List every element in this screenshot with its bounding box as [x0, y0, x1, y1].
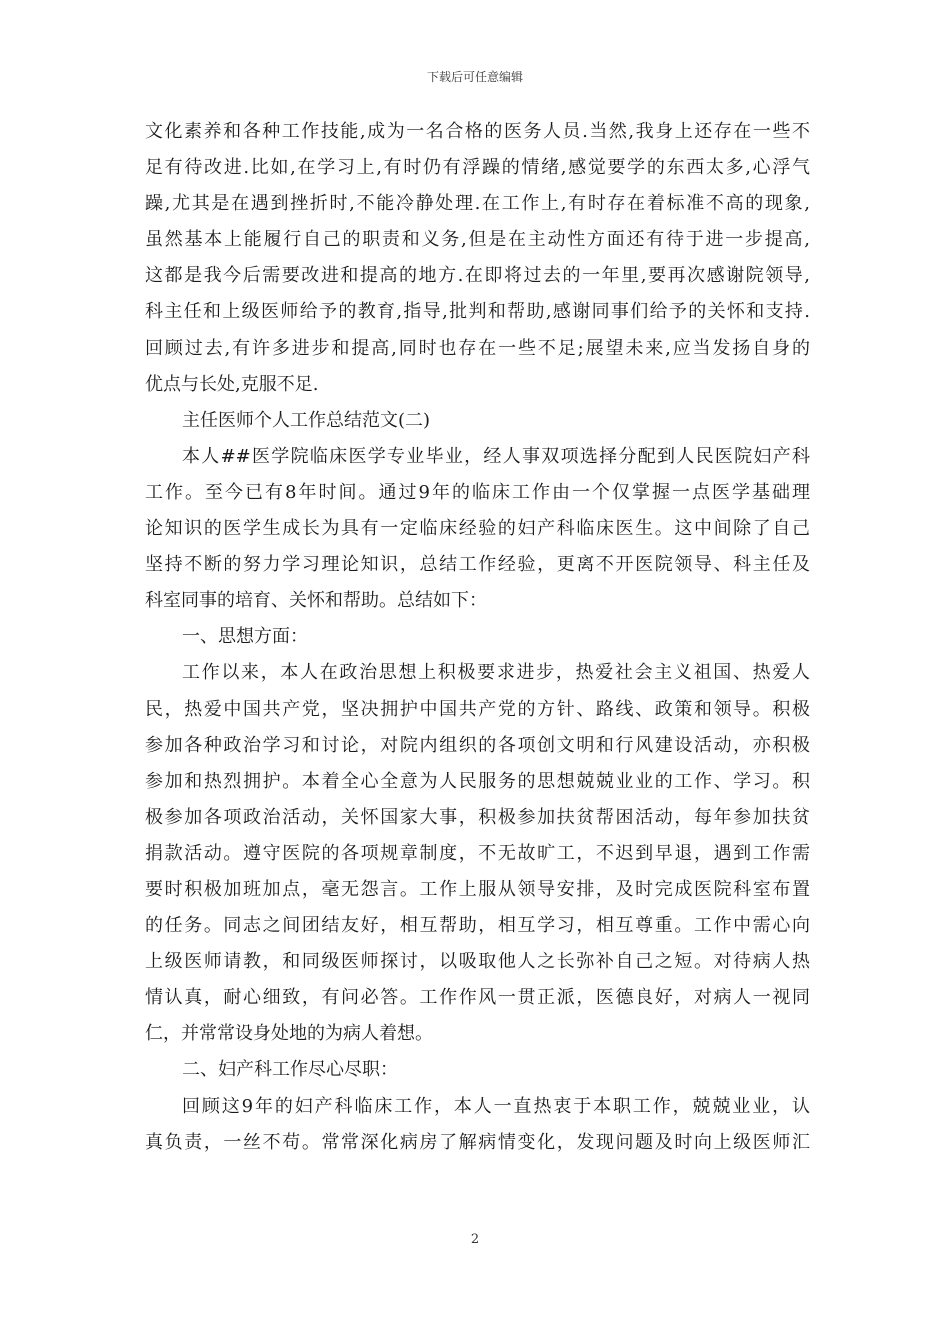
text-line: 坚持不断的努力学习理论知识，总结工作经验，更离不开医院领导、科主任及	[145, 554, 810, 576]
text-line: 捐款活动。遵守医院的各项规章制度，不无故旷工，不迟到早退，遇到工作需	[145, 842, 810, 864]
text-line: 本人##医学院临床医学专业毕业，经人事双项选择分配到人民医院妇产科	[182, 445, 810, 467]
text-line: 论知识的医学生成长为具有一定临床经验的妇产科临床医生。这中间除了自己	[145, 518, 810, 540]
text-line: 足有待改进.比如,在学习上,有时仍有浮躁的情绪,感觉要学的东西太多,心浮气	[145, 157, 810, 179]
text-line: 科主任和上级医师给予的教育,指导,批判和帮助,感谢同事们给予的关怀和支持.	[145, 301, 810, 323]
text-line: 优点与长处,克服不足.	[145, 373, 319, 395]
text-line: 民，热爱中国共产党，坚决拥护中国共产党的方针、路线、政策和领导。积极	[145, 698, 810, 720]
text-line: 这都是我今后需要改进和提高的地方.在即将过去的一年里,要再次感谢院领导,	[145, 265, 810, 287]
text-line: 躁,尤其是在遇到挫折时,不能冷静处理.在工作上,有时存在着标准不高的现象,	[145, 193, 810, 215]
text-line: 要时积极加班加点，毫无怨言。工作上服从领导安排，及时完成医院科室布置	[145, 878, 810, 900]
text-line: 参加和热烈拥护。本着全心全意为人民服务的思想兢兢业业的工作、学习。积	[145, 770, 810, 792]
page-number: 2	[470, 1232, 480, 1247]
text-line: 虽然基本上能履行自己的职责和义务,但是在主动性方面还有待于进一步提高,	[145, 229, 810, 251]
document-body	[145, 114, 810, 1161]
page-header: 下载后可任意编辑	[426, 70, 523, 84]
text-line: 科室同事的培育、关怀和帮助。总结如下：	[145, 590, 487, 612]
text-line: 一、思想方面：	[182, 626, 308, 648]
text-line: 极参加各项政治活动，关怀国家大事，积极参加扶贫帮困活动，每年参加扶贫	[145, 806, 810, 828]
text-line: 二、妇产科工作尽心尽职：	[182, 1059, 398, 1081]
text-line: 的任务。同志之间团结友好，相互帮助，相互学习，相互尊重。工作中需心向	[145, 915, 810, 937]
text-line: 参加各种政治学习和讨论，对院内组织的各项创文明和行风建设活动，亦积极	[145, 734, 810, 756]
text-line: 情认真，耐心细致，有问必答。工作作风一贯正派，医德良好，对病人一视同	[145, 987, 810, 1009]
text-line: 文化素养和各种工作技能,成为一名合格的医务人员.当然,我身上还存在一些不	[145, 121, 810, 142]
text-line: 主任医师个人工作总结范文(二)	[182, 409, 431, 431]
text-line: 仁，并常常设身处地的为病人着想。	[145, 1023, 433, 1045]
text-line: 回顾过去,有许多进步和提高,同时也存在一些不足;展望未来,应当发扬自身的	[145, 337, 810, 359]
text-line: 工作以来，本人在政治思想上积极要求进步，热爱社会主义祖国、热爱人	[182, 662, 810, 684]
text-line: 工作。至今已有8年时间。通过9年的临床工作由一个仅掌握一点医学基础理	[145, 481, 810, 503]
text-line: 回顾这9年的妇产科临床工作，本人一直热衷于本职工作，兢兢业业，认	[182, 1095, 810, 1117]
text-line: 上级医师请教，和同级医师探讨，以吸取他人之长弥补自己之短。对待病人热	[145, 951, 810, 973]
text-line: 真负责，一丝不苟。常常深化病房了解病情变化，发现问题及时向上级医师汇	[145, 1131, 810, 1153]
